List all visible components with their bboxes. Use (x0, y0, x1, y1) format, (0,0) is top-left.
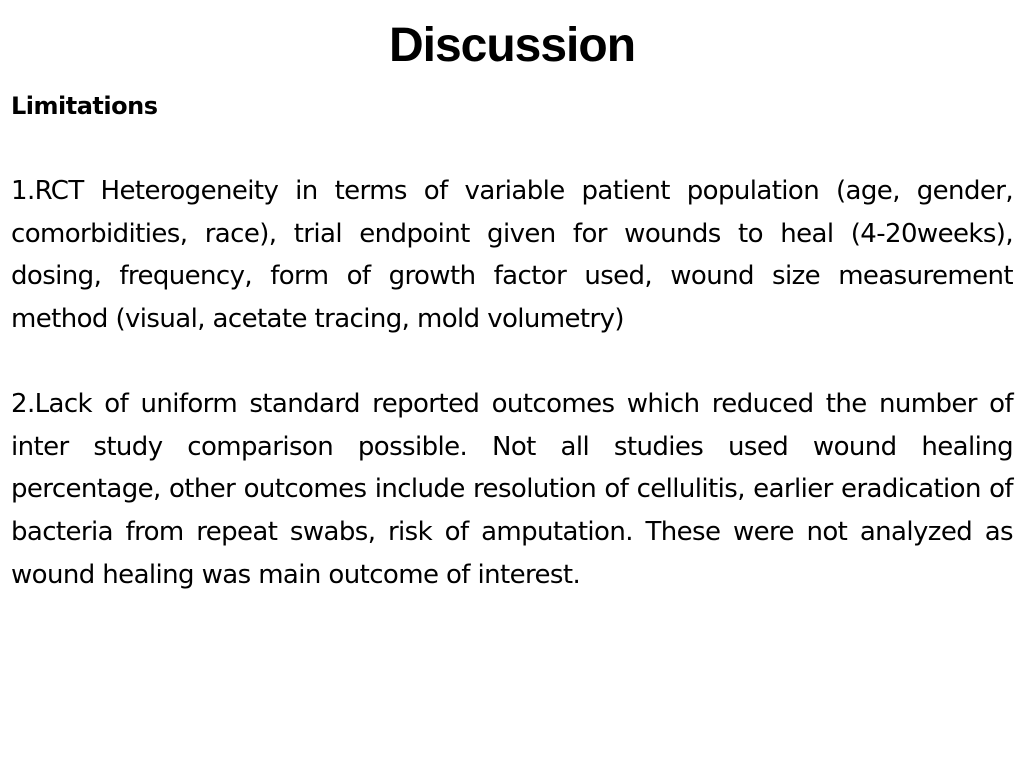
limitation-paragraph-2: 2.Lack of uniform standard reported outcomes which reduced the number of inter study comparison possible. Not all studies used wound healing percentage, other outcomes include resolution of cellulitis, earlier eradication of bacteria from repeat swabs, risk of amputation. These were not analyzed as wound healing was main outcome of interest. (11, 389, 1013, 590)
section-heading-limitations: Limitations (11, 92, 158, 120)
slide-title: Discussion (388, 19, 636, 72)
limitation-paragraph-1: 1.RCT Heterogeneity in terms of variable patient population (age, gender, comorbidities, race), trial endpoint given for wounds to heal (4-20weeks), dosing, frequency, form of growth factor used, wound size measurement method (visual, acetate tracing, mold volumetry) (11, 176, 1013, 335)
